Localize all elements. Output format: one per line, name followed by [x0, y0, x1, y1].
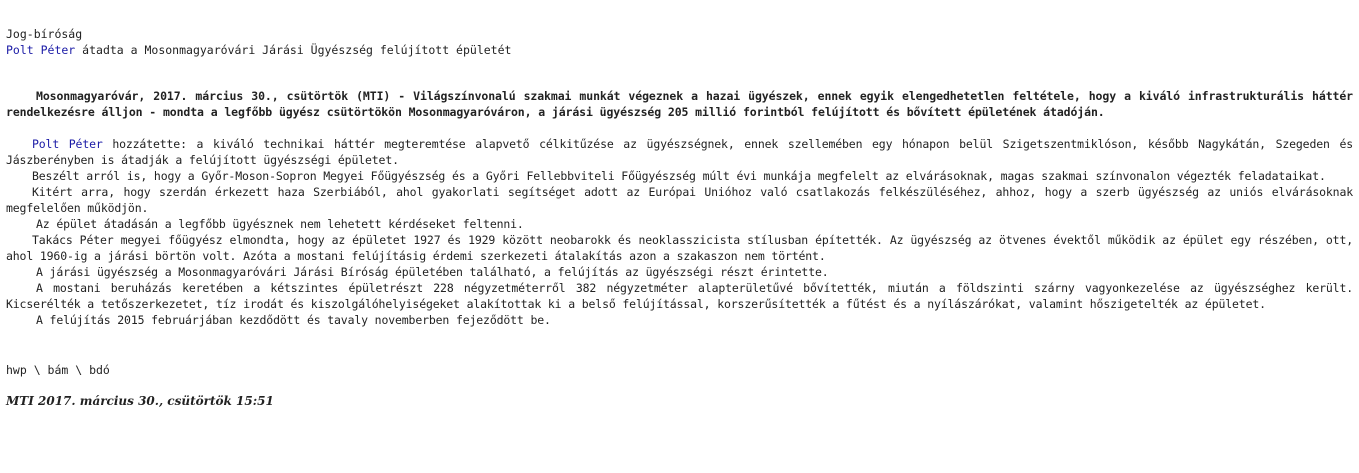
author-signature: hwp \ bám \ bdó: [6, 363, 110, 377]
title-text: átadta a Mosonmagyaróvári Járási Ügyészség felújított épületét: [75, 43, 512, 57]
body-paragraph: A mostani beruházás keretében a kétszintes épületrészt 228 négyzetméterről 382 négyzetméter alapterületűvé bővítették, miután a földszinti szárny vagyonkezelése az ügyészséghez került. Kicserélték a tetőszerkezetet, tíz irodát és kiszolgálóhelyiségeket alakítottak ki a belső felújítással, korszerűsítették a fűtést és a nyílászárókat, valamint hőszigetelték az épületet.: [6, 281, 1353, 311]
body-paragraph: A felújítás 2015 februárjában kezdődött és tavaly novemberben fejeződött be.: [36, 313, 551, 327]
person-link-polt-peter[interactable]: Polt Péter: [32, 137, 103, 151]
article-title: [6, 42, 1353, 58]
body-paragraph: Kitért arra, hogy szerdán érkezett haza Szerbiából, ahol gyakorlati segítséget adott az Európai Unióhoz való csatlakozás felkészüléséhez, ahhoz, hogy a szerb ügyészség az uniós elvárásoknak megfelelően működjön.: [6, 185, 1353, 215]
body-paragraph: Takács Péter megyei főügyész elmondta, hogy az épületet 1927 és 1929 között neobarokk és neoklasszicista stílusban építették. Az ügyészség az ötvenes évektől működik az épület egy részében, ott, ahol 1960-ig a járási börtön volt. Azóta a mostani felújításig érdemi szerkezeti átalakítás azon a szakaszon nem történt.: [6, 233, 1353, 263]
dateline: MTI 2017. március 30., csütörtök 15:51: [6, 394, 274, 408]
category-label: Jog-bíróság: [6, 27, 83, 41]
body-paragraph: Az épület átadásán a legfőbb ügyésznek nem lehetett kérdéseket feltenni.: [36, 217, 524, 231]
body-paragraph: Polt Péter hozzátette: a kiváló technikai háttér megteremtése alapvető célkitűzése az ügyészségnek, ennek szellemében egy hónapon belül Szigetszentmiklóson, később Nagykátán, Szegeden és Jászberényben is átadják a felújított ügyészségi épületet.: [6, 137, 1353, 167]
lead-paragraph: Mosonmagyaróvár, 2017. március 30., csütörtök (MTI) - Világszínvonalú szakmai munkát végeznek a hazai ügyészek, ennek egyik elengedhetetlen feltétele, hogy a kiváló infrastrukturális háttér rendelkezésre álljon - mondta a legfőbb ügyész csütörtökön Mosonmagyaróváron, a járási ügyészség 205 millió forintból felújított és bővített épületének átadóján.: [6, 89, 1353, 119]
body-paragraph: A járási ügyészség a Mosonmagyaróvári Járási Bíróság épületében található, a felújítás az ügyészségi részt érintette.: [36, 265, 829, 279]
person-link-polt-peter[interactable]: Polt Péter: [6, 43, 76, 57]
body-paragraph: Beszélt arról is, hogy a Győr-Moson-Sopron Megyei Főügyészség és a Győri Fellebbviteli Főügyészség múlt évi munkája megfelelt az elvárásoknak, magas szakmai színvonalon végezték feladataikat.: [32, 169, 1326, 183]
